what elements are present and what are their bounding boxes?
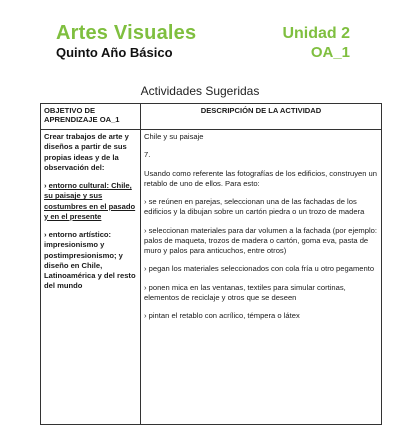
objective-intro: Crear trabajos de arte y diseños a partir de sus propias ideas y de la observación del: (44, 132, 129, 172)
activity-step: › se reúnen en parejas, seleccionan una de las fachadas de los edificios y la dibujan sobre un cartón piedra o un trozo de madera (144, 197, 365, 217)
activity-intro: Usando como referente las fotografías de los edificios, construyen un retablo de uno de ellos. Para esto: (144, 168, 378, 188)
objective-item-bullet: › (44, 181, 49, 190)
objective-item-cultural (44, 181, 137, 222)
activity-step: › ponen mica en las ventanas, textiles para simular cortinas, elementos de reciclaje y otros que se deseen (144, 282, 346, 302)
activities-table (40, 103, 382, 400)
objective-item-artistic: › entorno artístico: impresionismo y postimpresionismo; y diseño en Chile, Latinoamérica y del resto del mundo (44, 230, 136, 291)
grade-label: Quinto Año Básico (56, 45, 173, 60)
activity-step: › seleccionan materiales para dar volumen a la fachada (por ejemplo: palos de maqueta, trozos de madera o cartón, goma eva, pasta de muro y palos para anticuchos, entre otros) (144, 225, 377, 255)
column-header-objective: OBJETIVO DE APRENDIZAJE OA_1 (41, 104, 141, 130)
column-header-description: DESCRIPCIÓN DE LA ACTIVIDAD (141, 104, 382, 130)
table-row (41, 130, 382, 425)
objective-cell (41, 130, 141, 425)
subject-title: Artes Visuales (56, 22, 197, 44)
table-header-row (41, 104, 382, 130)
oa-label: OA_1 (310, 44, 350, 61)
page-header (0, 0, 400, 70)
activity-step: › pegan los materiales seleccionados con cola fría u otro pegamento (144, 264, 375, 274)
activity-title: Chile y su paisaje (144, 132, 204, 141)
activity-step: › pintan el retablo con acrílico, témpera o látex (144, 311, 300, 320)
section-title: Actividades Sugeridas (140, 84, 260, 98)
unit-label: Unidad 2 (282, 25, 350, 42)
description-cell (141, 130, 382, 425)
activity-number: 7. (144, 150, 151, 160)
objective-item-cultural-label: entorno cultural: Chile, su paisaje y sus costumbres en el pasado y en el presente (44, 181, 136, 221)
